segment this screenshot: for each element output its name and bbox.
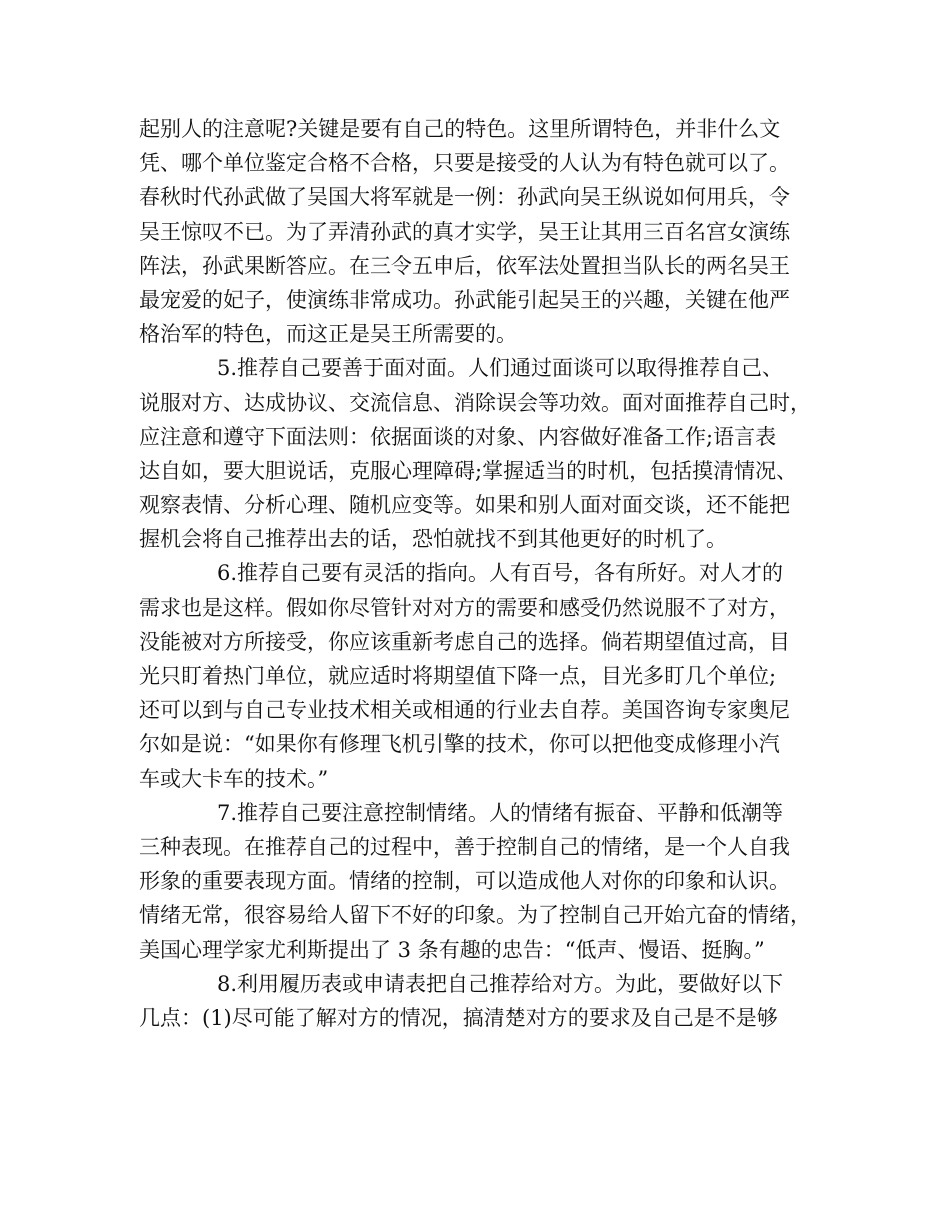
text-line: 没能被对方所接受，你应该重新考虑自己的选择。倘若期望值过高，目 — [139, 629, 790, 654]
text-line: 三种表现。在推荐自己的过程中，善于控制自己的情绪，是一个人自我 — [139, 834, 790, 859]
text-line: 需求也是这样。假如你尽管针对对方的需要和感受仍然说服不了对方， — [139, 595, 790, 620]
text-line: 尔如是说：“如果你有修理飞机引擎的技术，你可以把他变成修理小汽 — [139, 732, 780, 757]
paragraph-5-first-line: 5.推荐自己要善于面对面。人们通过面谈可以取得推荐自己、 — [217, 356, 784, 381]
text-line: 吴王惊叹不已。为了弄清孙武的真才实学，吴王让其用三百名宫女演练 — [139, 219, 790, 244]
body-text — [139, 112, 819, 1035]
paragraph-7-first-line: 7.推荐自己要注意控制情绪。人的情绪有振奋、平静和低潮等 — [217, 800, 784, 825]
text-line: 车或大卡车的技术。” — [139, 766, 329, 791]
text-line: 美国心理学家尤利斯提出了 3 条有趣的忠告：“低声、慢语、挺胸。” — [139, 937, 765, 962]
text-line: 说服对方、达成协议、交流信息、消除误会等功效。面对面推荐自己时， — [139, 390, 811, 415]
paragraph-6-first-line: 6.推荐自己要有灵活的指向。人有百号，各有所好。对人才的 — [217, 561, 784, 586]
text-line: 观察表情、分析心理、随机应变等。如果和别人面对面交谈，还不能把 — [139, 493, 790, 518]
text-line: 格治军的特色，而这正是吴王所需要的。 — [139, 322, 517, 347]
text-line: 几点：(1)尽可能了解对方的情况，搞清楚对方的要求及自己是不是够 — [139, 1005, 778, 1030]
text-line: 起别人的注意呢?关键是要有自己的特色。这里所谓特色，并非什么文 — [139, 117, 781, 141]
text-line: 应注意和遵守下面法则：依据面谈的对象、内容做好准备工作;语言表 — [139, 424, 777, 449]
text-line: 最宠爱的妃子，使演练非常成功。孙武能引起吴王的兴趣，关键在他严 — [139, 287, 790, 312]
text-line: 光只盯着热门单位，就应适时将期望值下降一点，目光多盯几个单位; — [139, 664, 777, 688]
text-line: 还可以到与自己专业技术相关或相通的行业去自荐。美国咨询专家奥尼 — [139, 698, 790, 723]
text-line: 达自如，要大胆说话，克服心理障碍;掌握适当的时机，包括摸清情况、 — [139, 458, 798, 483]
text-line: 春秋时代孙武做了吴国大将军就是一例：孙武向吴王纵说如何用兵，令 — [139, 185, 790, 210]
text-line: 握机会将自己推荐出去的话，恐怕就找不到其他更好的时机了。 — [139, 527, 727, 552]
paragraph-8-first-line: 8.利用履历表或申请表把自己推荐给对方。为此，要做好以下 — [217, 971, 784, 996]
text-line: 情绪无常，很容易给人留下不好的印象。为了控制自己开始亢奋的情绪， — [139, 903, 811, 928]
text-line: 阵法，孙武果断答应。在三令五申后，依军法处置担当队长的两名吴王 — [139, 253, 790, 278]
text-line: 凭、哪个单位鉴定合格不合格，只要是接受的人认为有特色就可以了。 — [139, 151, 790, 176]
text-line: 形象的重要表现方面。情绪的控制，可以造成他人对你的印象和认识。 — [139, 869, 790, 894]
